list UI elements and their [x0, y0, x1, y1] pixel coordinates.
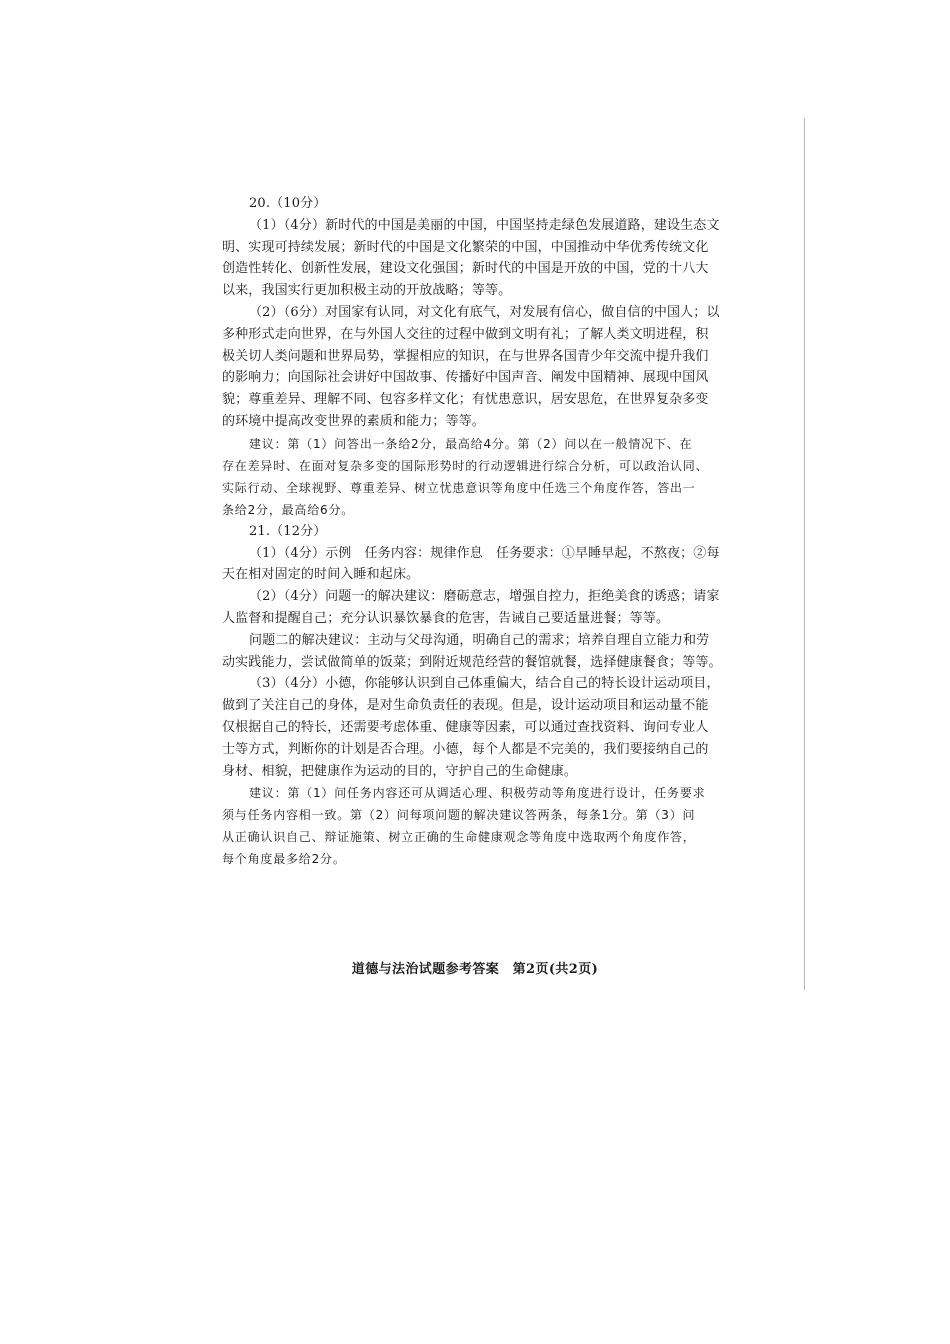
q20-heading: 20.（10分） — [249, 196, 327, 211]
text-line: 士等方式，判断你的计划是否合理。小德，每个人都是不完美的，我们要接纳自己的 — [222, 741, 709, 757]
q21-part1 — [222, 543, 732, 587]
text-line: 动实践能力，尝试做简单的饭菜；到附近规范经营的餐馆就餐，选择健康餐食；等等。 — [222, 654, 722, 670]
q21-heading: 21.（12分） — [249, 523, 327, 539]
scan-border-line — [804, 118, 805, 990]
q21-part3 — [222, 673, 732, 782]
text-line: （2）（4分）问题一的解决建议：磨砺意志，增强自控力，拒绝美食的诱惑；请家 — [249, 589, 720, 605]
text-line: 问题二的解决建议：主动与父母沟通，明确自己的需求；培养自理自立能力和劳 — [249, 632, 710, 648]
text-line: （3）（4分）小德，你能够认识到自己体重偏大，结合自己的特长设计运动项目， — [249, 676, 720, 692]
q21-part2 — [222, 586, 732, 630]
text-line: 创造性转化、创新性发展，建设文化强国；新时代的中国是开放的中国，党的十八大 — [222, 261, 709, 277]
q20-part2 — [222, 302, 732, 433]
text-line: 的环境中提高改变世界的素质和能力；等等。 — [222, 413, 486, 429]
text-line: 天在相对固定的时间入睡和起床。 — [222, 567, 420, 583]
text-line: （2）（6分）对国家有认同，对文化有底气，对发展有信心，做自信的中国人；以 — [249, 304, 720, 320]
text-line: 仅根据自己的特长，还需要考虑体重、健康等因素，可以通过查找资料、询问专业人 — [222, 719, 709, 735]
note-line: 建议：第（1）问任务内容还可从调适心理、积极劳动等角度进行设计，任务要求 — [249, 786, 706, 801]
note-line: 存在差异时、在面对复杂多变的国际形势时的行动逻辑进行综合分析，可以政治认同、 — [222, 458, 709, 473]
text-line: 的影响力；向国际社会讲好中国故事、传播好中国声音、阐发中国精神、展现中国风 — [222, 370, 709, 386]
text-line: 多种形式走向世界，在与外国人交往的过程中做到文明有礼；了解人类文明进程，积 — [222, 326, 709, 342]
answer-key-body — [222, 193, 732, 870]
text-line: （1）（4分）示例 任务内容：规律作息 任务要求：①早睡早起，不熬夜；②每 — [249, 545, 720, 561]
text-line: （1）（4分）新时代的中国是美丽的中国，中国坚持走绿色发展道路，建设生态文 — [249, 217, 720, 233]
q20-part1 — [222, 215, 732, 302]
page-footer: 道德与法治试题参考答案 第2页(共2页) — [351, 962, 599, 977]
text-line: 极关切人类问题和世界局势，掌握相应的知识，在与世界各国青少年交流中提升我们 — [222, 348, 709, 364]
note-line: 建议：第（1）问答出一条给2分，最高给4分。第（2）问以在一般情况下、在 — [249, 436, 693, 451]
q21-part2-problem2 — [222, 630, 732, 674]
text-line: 貌；尊重差异、理解不同、包容多样文化；有忧患意识，居安思危，在世界复杂多变 — [222, 392, 709, 408]
note-line: 须与任务内容相一致。第（2）问每项问题的解决建议答两条，每条1分。第（3）问 — [222, 808, 696, 823]
text-line: 身材、相貌，把健康作为运动的目的，守护自己的生命健康。 — [222, 763, 578, 779]
text-line: 以来，我国实行更加积极主动的开放战略；等等。 — [222, 283, 512, 299]
text-line: 做到了关注自己的身体，是对生命负责任的表现。但是，设计运动项目和运动量不能 — [222, 698, 709, 714]
note-line: 条给2分，最高给6分。 — [222, 502, 355, 517]
text-line: 明、实现可持续发展；新时代的中国是文化繁荣的中国，中国推动中华优秀传统文化 — [222, 239, 709, 255]
note-line: 从正确认识自己、辩证施策、树立正确的生命健康观念等角度中选取两个角度作答， — [222, 830, 696, 845]
q20-grading-note — [222, 433, 732, 521]
text-line: 人监督和提醒自己；充分认识暴饮暴食的危害，告诫自己要适量进餐；等等。 — [222, 610, 670, 626]
note-line: 每个角度最多给2分。 — [222, 852, 346, 867]
q21-grading-note — [222, 782, 732, 870]
note-line: 实际行动、全球视野、尊重差异、树立忧患意识等角度中任选三个角度作答，答出一 — [222, 480, 696, 495]
